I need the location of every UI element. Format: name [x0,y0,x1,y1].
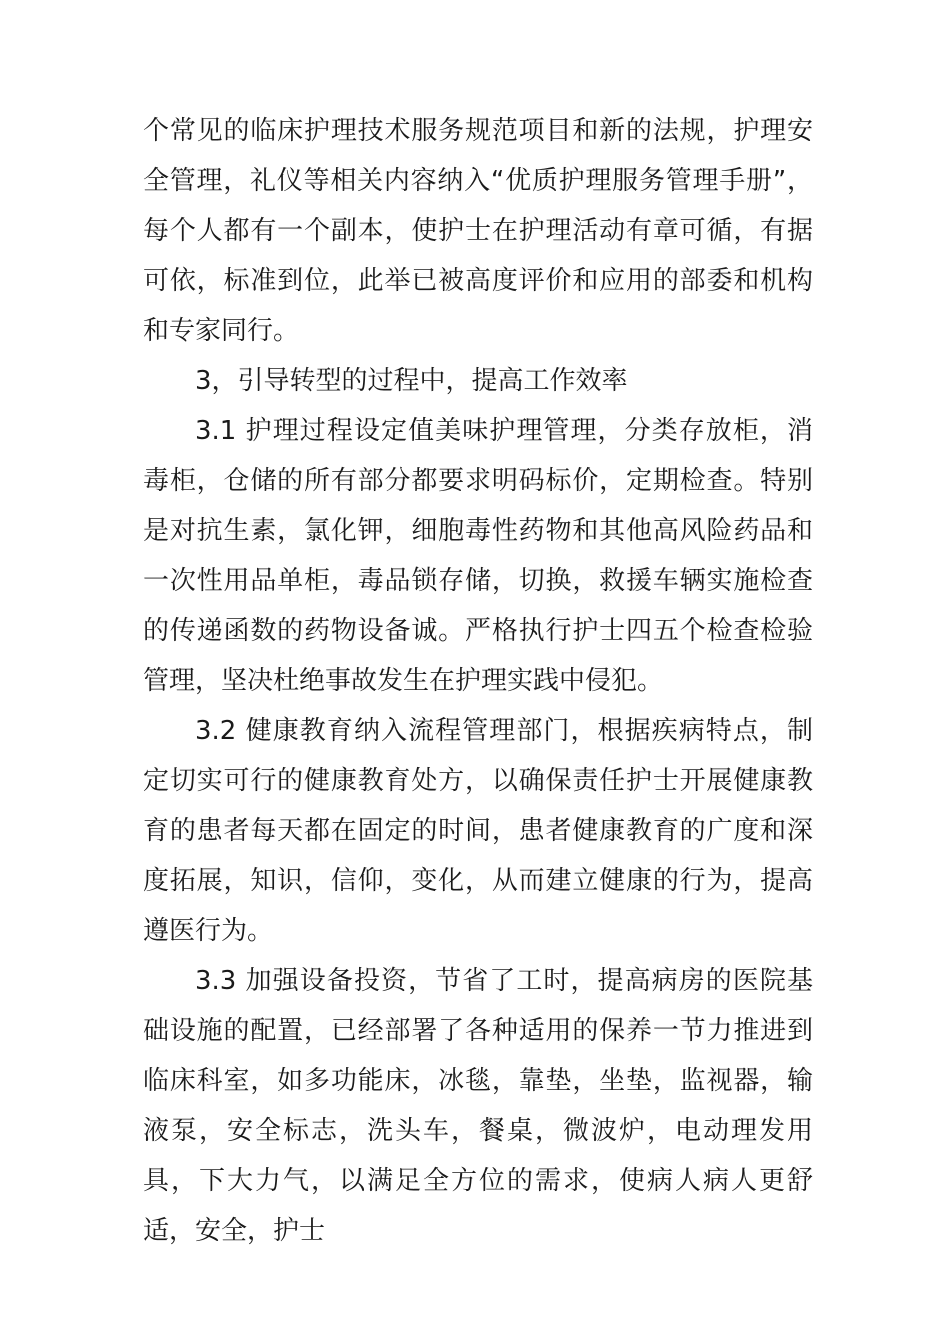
body-text [143,106,813,1256]
section-heading-3: 3，引导转型的过程中，提高工作效率 [195,366,628,396]
paragraph-3-1: 3.1 护理过程设定值美味护理管理，分类存放柜，消毒柜，仓储的所有部分都要求明码标价，定期检查。特别是对抗生素，氯化钾，细胞毒性药物和其他高风险药品和一次性用品单柜，毒品锁存储，切换，救援车辆实施检查的传递函数的药物设备诚。严格执行护士四五个检查检验管理，坚决杜绝事故发生在护理实践中侵犯。 [143,416,813,696]
paragraph-3-2: 3.2 健康教育纳入流程管理部门，根据疾病特点，制定切实可行的健康教育处方，以确保责任护士开展健康教育的患者每天都在固定的时间，患者健康教育的广度和深度拓展，知识，信仰，变化，从而建立健康的行为，提高遵医行为。 [143,716,813,946]
paragraph-continuation: 个常见的临床护理技术服务规范项目和新的法规，护理安全管理，礼仪等相关内容纳入“优质护理服务管理手册”，每个人都有一个副本，使护士在护理活动有章可循，有据可依，标准到位，此举已被高度评价和应用的部委和机构和专家同行。 [143,116,813,346]
paragraph-3-3: 3.3 加强设备投资，节省了工时，提高病房的医院基础设施的配置，已经部署了各种适用的保养一节力推进到临床科室，如多功能床，冰毯，靠垫，坐垫，监视器，输液泵，安全标志，洗头车，餐桌，微波炉，电动理发用具，下大力气，以满足全方位的需求，使病人病人更舒适，安全，护士 [143,966,813,1246]
